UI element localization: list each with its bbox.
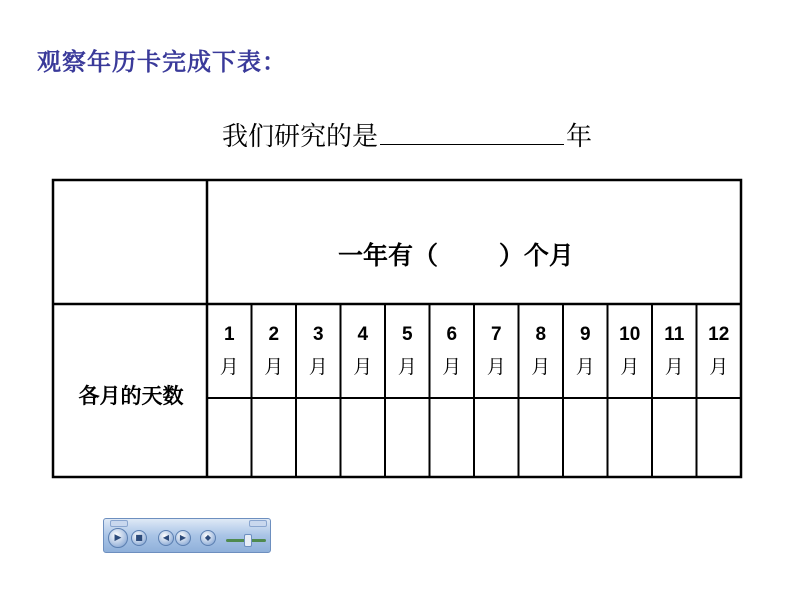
month-unit: 月 [664,356,684,378]
month-number: 9 [579,324,591,345]
volume-knob[interactable] [244,534,252,547]
player-tab-left [110,520,128,527]
month-number: 8 [535,324,547,345]
month-header [252,320,296,384]
month-header [207,320,251,384]
month-header [652,320,696,384]
stop-icon[interactable]: ■ [131,530,147,546]
year-prompt-text: 我们研究的是 [222,122,379,152]
previous-icon[interactable]: ◀ [158,530,174,546]
month-number: 10 [619,324,641,345]
month-header [474,320,518,384]
month-unit: 月 [397,356,417,378]
month-unit: 月 [486,356,506,378]
month-header [341,320,385,384]
month-number: 12 [708,324,730,345]
next-icon[interactable]: ▶ [175,530,191,546]
year-suffix: 年 [566,122,593,152]
volume-icon[interactable]: ◆ [200,530,216,546]
media-player [103,518,271,553]
player-tab-right [249,520,267,527]
days-per-month-label: 各月的天数 [78,384,184,408]
month-unit: 月 [264,356,284,378]
month-number: 6 [446,324,458,345]
month-unit: 月 [575,356,595,378]
month-number: 1 [223,324,235,345]
month-number: 5 [401,324,413,345]
play-icon[interactable]: ▶ [108,528,128,548]
month-unit: 月 [620,356,640,378]
month-number: 2 [268,324,280,345]
month-header [608,320,652,384]
month-unit: 月 [709,356,729,378]
month-number: 4 [357,324,369,345]
month-unit: 月 [531,356,551,378]
month-unit: 月 [442,356,462,378]
page-heading: 观察年历卡完成下表： [37,48,287,76]
month-number: 3 [312,324,324,345]
month-header [519,320,563,384]
month-unit: 月 [353,356,373,378]
month-header [296,320,340,384]
month-header [385,320,429,384]
month-header [697,320,741,384]
months-in-year-label: 一年有（ ）个月 [338,241,574,270]
month-header [430,320,474,384]
month-unit: 月 [219,356,239,378]
month-number: 11 [664,324,685,345]
month-header [563,320,607,384]
month-unit: 月 [308,356,328,378]
month-number: 7 [490,324,502,345]
